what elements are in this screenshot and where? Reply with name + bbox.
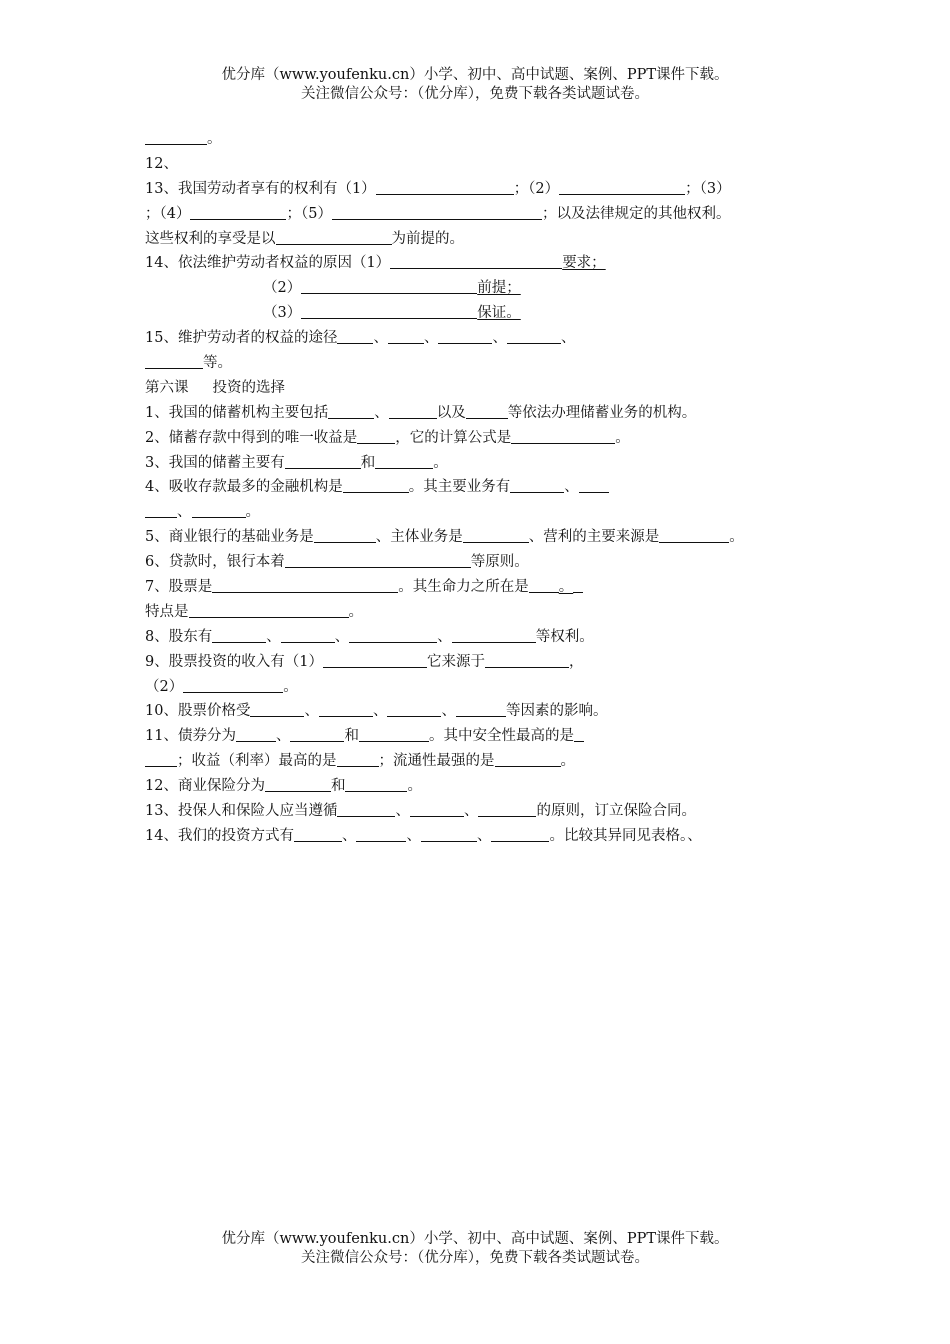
answer-blank (236, 726, 276, 742)
text-segment: 3、我国的储蓄主要有 (145, 454, 285, 471)
answer-blank (485, 652, 569, 668)
line-q13 (145, 177, 815, 202)
answer-blank (301, 303, 477, 319)
text-segment: ；（2） (513, 180, 560, 197)
text-segment: 。其生命力之所在是 (398, 579, 529, 596)
answer-blank (438, 328, 492, 344)
text-segment: 等。 (203, 355, 232, 372)
text-segment: 为前提的。 (391, 230, 464, 247)
text-segment: 、 (406, 827, 421, 844)
answer-blank (491, 826, 549, 842)
answer-blank (314, 527, 376, 543)
text-segment: 、 (334, 628, 350, 645)
text-segment: 、 (437, 628, 452, 645)
answer-blank (452, 627, 536, 643)
text-segment: 、 (560, 330, 576, 347)
text-segment: （2） (263, 280, 302, 297)
text-segment: 12、 (145, 155, 178, 172)
text-segment: 、 (441, 703, 456, 720)
text-segment: 15、维护劳动者的权益的途径 (145, 330, 338, 347)
answer-blank (343, 477, 409, 493)
text-segment: 13、投保人和保险人应当遵循 (145, 803, 338, 820)
answer-blank (511, 428, 615, 444)
answer-blank (359, 726, 429, 742)
text-segment: ；以及法律规定的其他权利。 (541, 205, 731, 222)
answer-blank (285, 552, 471, 568)
answer-blank (456, 701, 506, 717)
text-segment: 这些权利的享受是以 (145, 230, 276, 247)
line-l6-q6 (145, 550, 815, 575)
line-q14 (145, 251, 815, 276)
answer-blank (375, 453, 433, 469)
text-segment: 4、吸收存款最多的金融机构是 (145, 479, 343, 496)
line-q13-end (145, 227, 815, 252)
line-l6-q8 (145, 625, 815, 650)
answer-blank (466, 403, 508, 419)
answer-blank (579, 477, 609, 493)
line-l6-q10 (145, 699, 815, 724)
text-segment: （3） (263, 305, 302, 322)
text-segment: ， (568, 653, 584, 670)
lesson-title (145, 376, 815, 401)
text-segment: 8、股东有 (145, 628, 213, 645)
text-segment: ；（5） (286, 205, 332, 222)
text-segment: 以及 (436, 404, 466, 421)
answer-blank (387, 701, 441, 717)
text-segment: 等因素的影响。 (505, 703, 608, 720)
answer-blank (301, 278, 477, 294)
text-segment: 投资的选择 (212, 379, 285, 396)
text-segment: 7、股票是 (145, 579, 213, 596)
text-segment: 、 (372, 703, 388, 720)
answer-blank (376, 179, 514, 195)
text-segment: 。比较其异同见表格。、 (549, 827, 702, 844)
text-segment: 1、我国的储蓄机构主要包括 (145, 404, 329, 421)
line-l6-q3 (145, 451, 815, 476)
answer-blank (478, 801, 536, 817)
line-q15 (145, 326, 815, 351)
answer-blank (510, 477, 564, 493)
text-segment: 、 (476, 827, 492, 844)
answer-blank (189, 602, 349, 618)
answer-blank (463, 527, 529, 543)
line-l6-q1 (145, 401, 815, 426)
text-segment: 、营利的主要来源是 (528, 529, 660, 546)
answer-blank (410, 801, 464, 817)
line-l6-q4-end (145, 500, 815, 525)
text-segment: 。 (348, 603, 363, 620)
text-segment: 、 (341, 827, 357, 844)
answer-blank (388, 328, 424, 344)
text-segment: 、 (463, 803, 479, 820)
line-l6-q11-end (145, 749, 815, 774)
answer-blank (190, 204, 286, 220)
text-segment: 5、商业银行的基础业务是 (145, 529, 314, 546)
text-segment: 和 (344, 728, 359, 745)
text-segment: 14、依法维护劳动者权益的原因（1） (145, 255, 391, 272)
answer-blank (356, 826, 406, 842)
footer-line-2: 关注微信公众号：（优分库），免费下载各类试题试卷。 (301, 1250, 649, 1266)
text-segment: 6、贷款时，银行本着 (145, 554, 285, 571)
answer-blank (294, 826, 342, 842)
text-segment: 第六课 (145, 379, 189, 396)
text-segment: 的原则，订立保险合同。 (536, 803, 696, 820)
text-segment: 。 (407, 778, 422, 795)
text-segment: 。 (729, 529, 744, 546)
text-segment: 前提； (477, 280, 521, 297)
page-footer (0, 1230, 950, 1268)
answer-blank (574, 726, 584, 742)
header-line-1: 优分库（www.youfenku.cn）小学、初中、高中试题、案例、PPT课件下载。 (221, 67, 729, 83)
text-segment: 。 (558, 579, 574, 596)
text-segment: 12、商业保险分为 (145, 778, 265, 795)
line-l6-q7 (145, 575, 815, 600)
line-q13-cont (145, 202, 815, 227)
line-l6-q14 (145, 824, 815, 849)
page-header (0, 66, 950, 104)
answer-blank (337, 328, 373, 344)
text-segment: 、 (266, 628, 281, 645)
header-line-2: 关注微信公众号：（优分库），免费下载各类试题试卷。 (301, 86, 649, 102)
answer-blank (323, 652, 427, 668)
answer-blank (559, 179, 685, 195)
text-segment: 14、我们的投资方式有 (145, 827, 294, 844)
answer-blank (250, 701, 304, 717)
text-segment: 、 (177, 504, 192, 521)
line-l6-q13 (145, 799, 815, 824)
answer-blank (357, 428, 395, 444)
answer-blank (328, 403, 374, 419)
text-segment: 。 (433, 454, 448, 471)
text-segment: ；收益（利率）最高的是 (177, 753, 337, 770)
text-segment: 等权利。 (535, 628, 594, 645)
text-segment: 特点是 (145, 603, 189, 620)
answer-blank (290, 726, 344, 742)
text-segment: 保证。 (477, 305, 521, 322)
text-segment: 。 (207, 131, 222, 147)
text-segment: 。 (615, 429, 630, 446)
text-segment: ；流通性最强的是 (378, 753, 495, 770)
line-l6-q9-end (145, 675, 815, 700)
answer-blank (421, 826, 477, 842)
footer-line-1: 优分库（www.youfenku.cn）小学、初中、高中试题、案例、PPT课件下载。 (221, 1231, 729, 1247)
answer-blank (276, 229, 392, 245)
text-segment: 、 (492, 330, 507, 347)
line-q12 (145, 152, 815, 177)
answer-blank (212, 627, 266, 643)
answer-blank (507, 328, 561, 344)
text-segment: 等原则。 (470, 554, 529, 571)
answer-blank (495, 751, 561, 767)
line-l6-q12 (145, 774, 815, 799)
answer-blank (212, 577, 398, 593)
answer-blank (349, 627, 437, 643)
text-segment: 2、储蓄存款中得到的唯一收益是 (145, 429, 358, 446)
text-segment: 、 (275, 728, 291, 745)
answer-blank (332, 204, 542, 220)
text-segment: 、 (304, 703, 319, 720)
text-segment: ，它的计算公式是 (395, 429, 512, 446)
text-segment: 、 (373, 330, 388, 347)
text-segment: 。其主要业务有 (408, 479, 511, 496)
answer-blank (659, 527, 729, 543)
answer-blank (389, 403, 437, 419)
answer-blank (145, 502, 177, 518)
text-segment: 和 (330, 778, 346, 795)
line-l6-q9 (145, 650, 815, 675)
text-segment: 、 (564, 479, 579, 496)
text-segment: ；（3） (685, 180, 731, 197)
text-segment: 、 (395, 803, 410, 820)
answer-blank (183, 677, 283, 693)
line-l6-q4 (145, 475, 815, 500)
answer-blank (345, 776, 407, 792)
text-segment: 10、股票价格受 (145, 703, 251, 720)
line-q14-3 (145, 301, 815, 326)
text-segment: 13、我国劳动者享有的权利有（1） (145, 180, 376, 197)
answer-blank (319, 701, 373, 717)
line-q14-2 (145, 276, 815, 301)
line-1 (145, 127, 815, 152)
answer-blank (573, 577, 583, 593)
answer-blank (145, 353, 203, 369)
line-l6-q11 (145, 724, 815, 749)
answer-blank (529, 577, 559, 593)
answer-blank (145, 129, 207, 145)
answer-blank (337, 801, 395, 817)
text-segment: 。 (560, 753, 575, 770)
answer-blank (281, 627, 335, 643)
line-q15-end (145, 351, 815, 376)
text-segment: 。其中安全性最高的是 (428, 728, 574, 745)
text-segment: 11、债券分为 (145, 728, 236, 745)
line-l6-q2 (145, 426, 815, 451)
answer-blank (337, 751, 379, 767)
text-segment: 9、股票投资的收入有（1） (145, 653, 323, 670)
answer-blank (265, 776, 331, 792)
text-segment: 要求； (562, 255, 606, 272)
text-segment: 。 (283, 678, 298, 695)
text-segment: 它来源于 (426, 653, 485, 670)
text-segment: 等依法办理储蓄业务的机构。 (507, 404, 697, 421)
text-segment: ；（4） (145, 205, 191, 222)
text-segment: 和 (360, 454, 376, 471)
answer-blank (192, 502, 246, 518)
text-segment: 、主体业务是 (375, 529, 463, 546)
text-segment: （2） (145, 678, 184, 695)
answer-blank (145, 751, 177, 767)
worksheet-body (145, 127, 815, 849)
line-l6-q5 (145, 525, 815, 550)
text-segment: 、 (374, 404, 389, 421)
answer-blank (285, 453, 361, 469)
text-segment: 、 (423, 330, 439, 347)
answer-blank (390, 253, 562, 269)
text-segment: 。 (245, 504, 260, 521)
line-l6-q7-end (145, 600, 815, 625)
